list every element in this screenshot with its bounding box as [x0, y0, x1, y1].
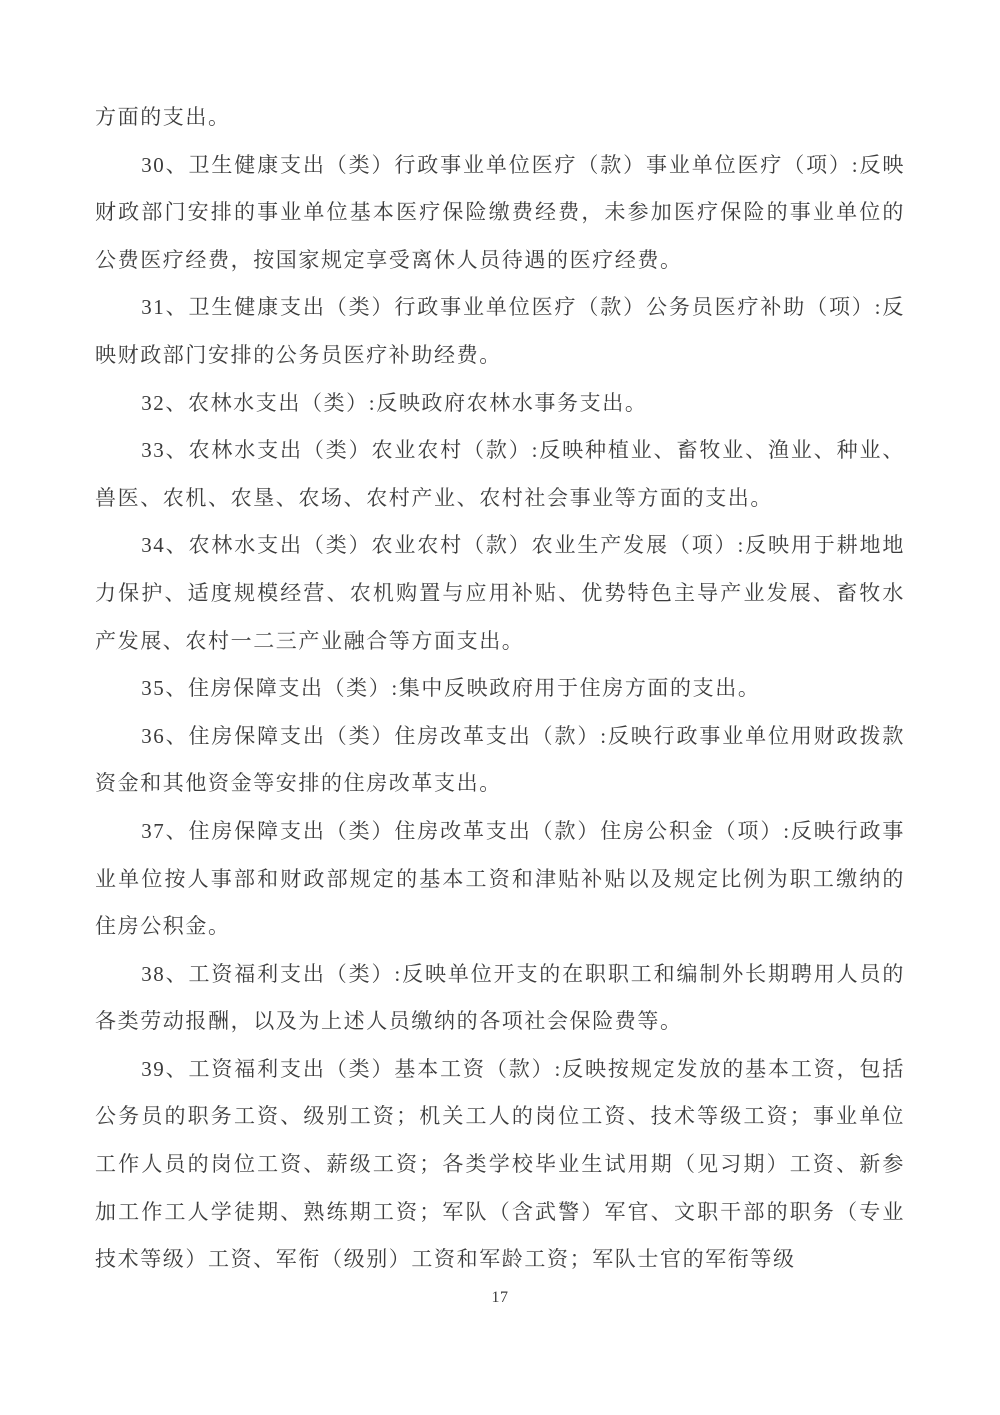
item-35-paragraph: 35、住房保障支出（类）:集中反映政府用于住房方面的支出。	[141, 676, 761, 701]
item-30-paragraph: 30、卫生健康支出（类）行政事业单位医疗（款）事业单位医疗（项）:反映财政部门安排的事业单位基本医疗保险缴费经费，未参加医疗保险的事业单位的公费医疗经费，按国家规定享受离休人员待遇的医疗经费。	[95, 152, 905, 272]
item-31-paragraph: 31、卫生健康支出（类）行政事业单位医疗（款）公务员医疗补助（项）:反映财政部门安排的公务员医疗补助经费。	[95, 295, 905, 367]
item-32-paragraph: 32、农林水支出（类）:反映政府农林水事务支出。	[141, 390, 648, 415]
item-38-paragraph: 38、工资福利支出（类）:反映单位开支的在职职工和编制外长期聘用人员的各类劳动报酬，以及为上述人员缴纳的各项社会保险费等。	[95, 961, 905, 1034]
item-36-paragraph: 36、住房保障支出（类）住房改革支出（款）:反映行政事业单位用财政拨款资金和其他资金等安排的住房改革支出。	[95, 723, 905, 796]
item-33-paragraph: 33、农林水支出（类）农业农村（款）:反映种植业、畜牧业、渔业、种业、兽医、农机、农垦、农场、农村产业、农村社会事业等方面的支出。	[95, 438, 905, 510]
document-body	[95, 94, 905, 1284]
item-37-paragraph: 37、住房保障支出（类）住房改革支出（款）住房公积金（项）:反映行政事业单位按人事部和财政部规定的基本工资和津贴补贴以及规定比例为职工缴纳的住房公积金。	[95, 818, 905, 939]
item-34-paragraph: 34、农林水支出（类）农业农村（款）农业生产发展（项）:反映用于耕地地力保护、适度规模经营、农机购置与应用补贴、优势特色主导产业发展、畜牧水产发展、农村一二三产业融合等方面支出。	[95, 533, 905, 653]
item-39-paragraph: 39、工资福利支出（类）基本工资（款）:反映按规定发放的基本工资，包括公务员的职务工资、级别工资；机关工人的岗位工资、技术等级工资；事业单位工作人员的岗位工资、薪级工资；各类学校毕业生试用期（见习期）工资、新参加工作工人学徒期、熟练期工资；军队（含武警）军官、文职干部的职务（专业技术等级）工资、军衔（级别）工资和军龄工资；军队士官的军衔等级	[95, 1056, 905, 1272]
continuation-paragraph: 方面的支出。	[95, 105, 231, 129]
page-number: 17	[491, 1289, 509, 1306]
